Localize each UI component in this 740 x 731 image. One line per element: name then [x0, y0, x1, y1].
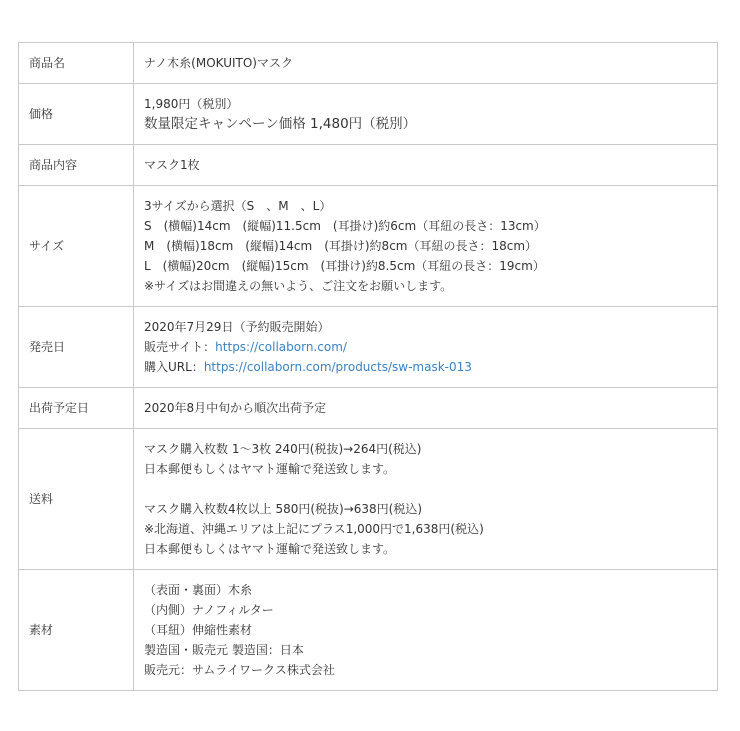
value-line: ※北海道、沖縄エリアは上記にプラス1,000円で1,638円(税込) — [144, 522, 484, 536]
row-value-shipping — [134, 429, 718, 570]
table-row — [19, 84, 718, 145]
value-line: マスク購入枚数4枚以上 580円(税抜)→638円(税込) — [144, 502, 423, 516]
release-date-line: 2020年7月29日（予約販売開始） — [144, 320, 330, 334]
table-row — [19, 145, 718, 186]
table-row — [19, 186, 718, 307]
table-row — [19, 307, 718, 388]
row-value-size — [134, 186, 718, 307]
row-label-contents: 商品内容 — [19, 145, 134, 186]
value-line: 1,980円（税別） — [144, 97, 239, 111]
table-row — [19, 388, 718, 429]
row-value-release-date — [134, 307, 718, 388]
shop-site-link[interactable]: https://collaborn.com/ — [215, 340, 347, 354]
value-line: ナノ木糸(MOKUITO)マスク — [144, 56, 293, 70]
value-line: S (横幅)14cm (縦幅)11.5cm (耳掛け)約6cm（耳紐の長さ：13cm） — [144, 219, 546, 233]
buy-url-line — [144, 357, 707, 377]
row-label-size: サイズ — [19, 186, 134, 307]
row-value-material — [134, 570, 718, 691]
row-value-product-name — [134, 43, 718, 84]
product-spec-table — [18, 42, 718, 691]
row-label-shipping: 送料 — [19, 429, 134, 570]
table-row — [19, 570, 718, 691]
buy-url-link[interactable]: https://collaborn.com/products/sw-mask-013 — [203, 360, 472, 374]
row-label-product-name: 商品名 — [19, 43, 134, 84]
value-line: （耳紐）伸縮性素材 — [144, 623, 253, 637]
value-line: 製造国・販売元 製造国：日本 — [144, 643, 304, 657]
value-line: ※サイズはお間違えの無いよう、ご注文をお願いします。 — [144, 279, 453, 293]
value-line: 3サイズから選択（S 、M 、L） — [144, 199, 332, 213]
value-line: L (横幅)20cm (縦幅)15cm (耳掛け)約8.5cm（耳紐の長さ：19cm） — [144, 259, 545, 273]
value-line: 2020年8月中旬から順次出荷予定 — [144, 401, 327, 415]
value-line: マスク購入枚数 1～3枚 240円(税抜)→264円(税込) — [144, 442, 422, 456]
blank-line — [144, 479, 707, 499]
row-value-ship-date — [134, 388, 718, 429]
value-line: 日本郵便もしくはヤマト運輸で発送致します。 — [144, 542, 396, 556]
row-value-price — [134, 84, 718, 145]
value-line: マスク1枚 — [144, 158, 200, 172]
table-row — [19, 429, 718, 570]
row-value-contents — [134, 145, 718, 186]
value-line: （内側）ナノフィルター — [144, 603, 274, 617]
buy-url-prefix: 購入URL： — [144, 360, 204, 374]
row-label-ship-date: 出荷予定日 — [19, 388, 134, 429]
row-label-release-date: 発売日 — [19, 307, 134, 388]
value-line: M (横幅)18cm (縦幅)14cm (耳掛け)約8cm（耳紐の長さ：18cm） — [144, 239, 538, 253]
row-label-material: 素材 — [19, 570, 134, 691]
row-label-price: 価格 — [19, 84, 134, 145]
shop-site-line — [144, 337, 707, 357]
value-line: 販売元：サムライワークス株式会社 — [144, 663, 335, 677]
value-line: 日本郵便もしくはヤマト運輸で発送致します。 — [144, 462, 396, 476]
table-row — [19, 43, 718, 84]
shop-site-prefix: 販売サイト： — [144, 340, 216, 354]
value-line: （表面・裏面）木糸 — [144, 583, 253, 597]
campaign-price-line: 数量限定キャンペーン価格 1,480円（税別） — [144, 116, 417, 132]
